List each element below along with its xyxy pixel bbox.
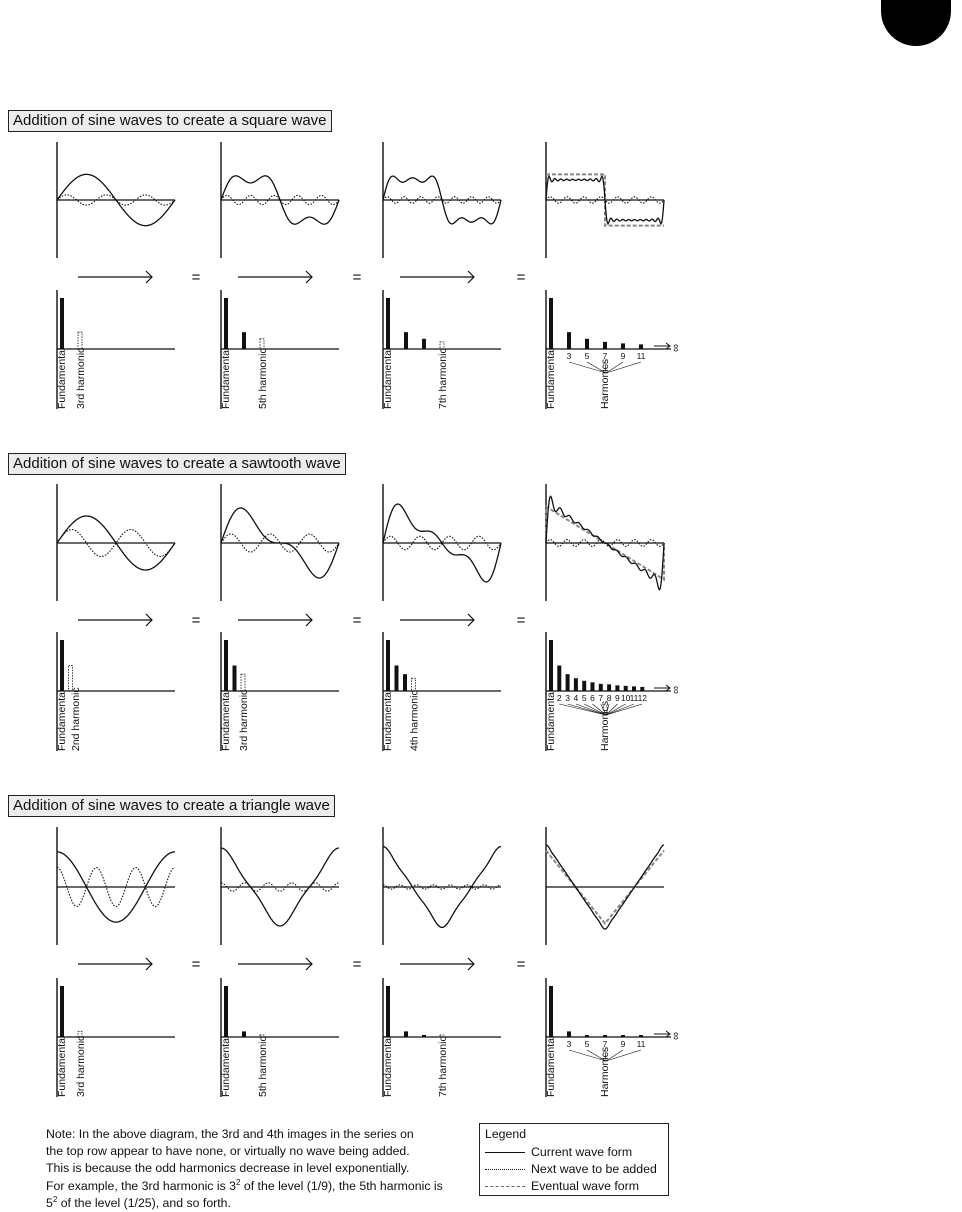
harmonic-bar [603,1035,607,1037]
harmonic-bar [585,1035,589,1037]
harmonics-label: Harmonics [599,1046,611,1097]
harmonic-tick-label: 9 [620,1039,626,1049]
harmonic-bar [549,986,553,1037]
note-line-1: Note: In the above diagram, the 3rd and 4th images in the series on [46,1127,414,1141]
equals-sign: = [516,612,526,629]
harmonic-bar [621,1035,625,1037]
harmonic-pointer-line [606,362,641,373]
harmonic-bar [632,686,636,691]
harmonic-bar [607,684,611,691]
next-harmonic-bar [440,342,444,349]
section-title-triangle: Addition of sine waves to create a triangle wave [8,795,335,817]
legend-current: Current wave form [485,1144,632,1160]
harmonic-tick-label: 9 [615,693,620,703]
legend-eventual: Eventual wave form [485,1178,639,1194]
fundamental-label: Fundamental [220,347,232,409]
next-harmonic-bar [412,678,416,691]
harmonic-bar [549,640,553,691]
note-text [46,1126,476,1212]
fundamental-label: Fundamental [545,689,557,751]
harmonic-bar [585,339,589,349]
fundamental-label: Fundamental [382,1035,394,1097]
note-line-3: This is because the odd harmonics decrease in level exponentially. [46,1161,410,1176]
note-line-2: the top row appear to have none, or virtually no wave being added. [46,1144,410,1159]
harmonic-label: 4th harmonic [408,690,421,751]
equals-sign: = [191,612,201,629]
harmonic-bar [621,343,625,349]
harmonic-tick-label: 11 [636,1039,646,1049]
harmonic-bar [582,681,586,691]
harmonic-bar [549,298,553,349]
note-line-4: For example, the 3rd harmonic is $3^2$ of the level (1/9), the 5th harmonic is [46,1177,443,1193]
equals-sign: = [352,612,362,629]
fundamental-label: Fundamental [382,689,394,751]
harmonic-bar [395,666,399,692]
harmonic-tick-label: 5 [581,693,587,703]
harmonics-label: Harmonics [599,358,611,409]
harmonic-bar [567,332,571,349]
harmonic-bar [567,1031,571,1037]
section-title-sawtooth: Addition of sine waves to create a sawtooth wave [8,453,346,475]
infinity-symbol: ∞ [670,1032,682,1040]
harmonic-tick-label: 10 [620,693,631,703]
harmonic-bar [422,1035,426,1037]
harmonic-tick-label: 2 [556,693,562,703]
infinity-symbol: ∞ [670,686,682,694]
next-harmonic-bar [260,339,264,349]
infinity-symbol: ∞ [670,344,682,352]
harmonic-pointer-line [606,1050,641,1061]
fundamental-label: Fundamental [56,689,68,751]
harmonic-bar [224,640,228,691]
equals-sign: = [352,269,362,286]
equals-sign: = [352,956,362,973]
next-harmonic-bar [241,674,245,691]
fundamental-label: Fundamental [545,347,557,409]
harmonic-bar [224,986,228,1037]
harmonic-tick-label: 3 [566,1039,572,1049]
harmonic-label: 3rd harmonic [75,1035,87,1097]
harmonic-bar [224,298,228,349]
equals-sign: = [191,269,201,286]
harmonic-bar [233,666,237,692]
legend-title: Legend [485,1127,527,1141]
harmonic-label: 5th harmonic [257,348,269,409]
harmonic-label: 3rd harmonic [238,689,250,751]
harmonic-bar [640,687,644,691]
dotted-line-swatch [485,1169,525,1170]
equals-sign: = [516,269,526,286]
harmonic-tick-label: 4 [573,693,579,703]
legend-next: Next wave to be added [485,1161,657,1177]
note-line-5: $5^2$ of the level (1/25), and so forth. [46,1194,231,1210]
harmonic-tick-label: 12 [637,693,648,703]
harmonic-bar [574,678,578,691]
harmonic-bar [386,986,390,1037]
solid-line-swatch [485,1152,525,1153]
harmonic-tick-label: 9 [620,351,626,361]
harmonic-bar [60,298,64,349]
dashed-line-swatch [485,1186,525,1187]
fundamental-label: Fundamental [382,347,394,409]
equals-sign: = [191,956,201,973]
harmonic-bar [615,685,619,691]
harmonic-tick-label: 5 [584,351,590,361]
harmonic-bar [404,1031,408,1037]
harmonic-bar [242,1031,246,1037]
next-harmonic-bar [69,666,73,692]
harmonic-tick-label: 8 [606,693,612,703]
harmonic-tick-label: 3 [566,351,572,361]
harmonic-tick-label: 11 [636,351,646,361]
harmonic-bar [60,640,64,691]
next-harmonic-bar [78,332,82,349]
harmonic-bar [624,686,628,691]
harmonic-tick-label: 5 [584,1039,590,1049]
harmonic-label: 7th harmonic [437,348,449,409]
harmonic-bar [639,1035,643,1037]
harmonic-bar [557,666,561,692]
fundamental-label: Fundamental [56,347,68,409]
harmonic-tick-label: 7 [602,1039,608,1049]
fundamental-label: Fundamental [220,689,232,751]
harmonic-bar [404,332,408,349]
harmonic-bar [386,640,390,691]
fundamental-label: Fundamental [56,1035,68,1097]
harmonic-bar [403,674,407,691]
harmonic-tick-label: 7 [602,351,608,361]
harmonic-bar [639,344,643,349]
harmonic-bar [566,674,570,691]
fundamental-label: Fundamental [220,1035,232,1097]
fundamental-label: Fundamental [545,1035,557,1097]
harmonics-label: Harmonics [599,700,611,751]
harmonic-tick-label: 3 [565,693,570,703]
harmonic-bar [422,339,426,349]
harmonic-bar [591,682,595,691]
harmonic-tick-label: 11 [629,693,639,703]
harmonic-bar [599,684,603,691]
equals-sign: = [516,956,526,973]
harmonic-bar [386,298,390,349]
harmonic-tick-label: 7 [598,693,604,703]
section-title-square: Addition of sine waves to create a square wave [8,110,332,132]
harmonic-label: 5th harmonic [257,1036,269,1097]
harmonic-bar [242,332,246,349]
legend-box [479,1123,669,1196]
harmonic-label: 2nd harmonic [70,687,82,751]
harmonic-label: 3rd harmonic [75,347,87,409]
harmonic-label: 7th harmonic [437,1036,449,1097]
harmonic-bar [603,342,607,349]
harmonic-bar [60,986,64,1037]
harmonic-tick-label: 6 [590,693,595,703]
